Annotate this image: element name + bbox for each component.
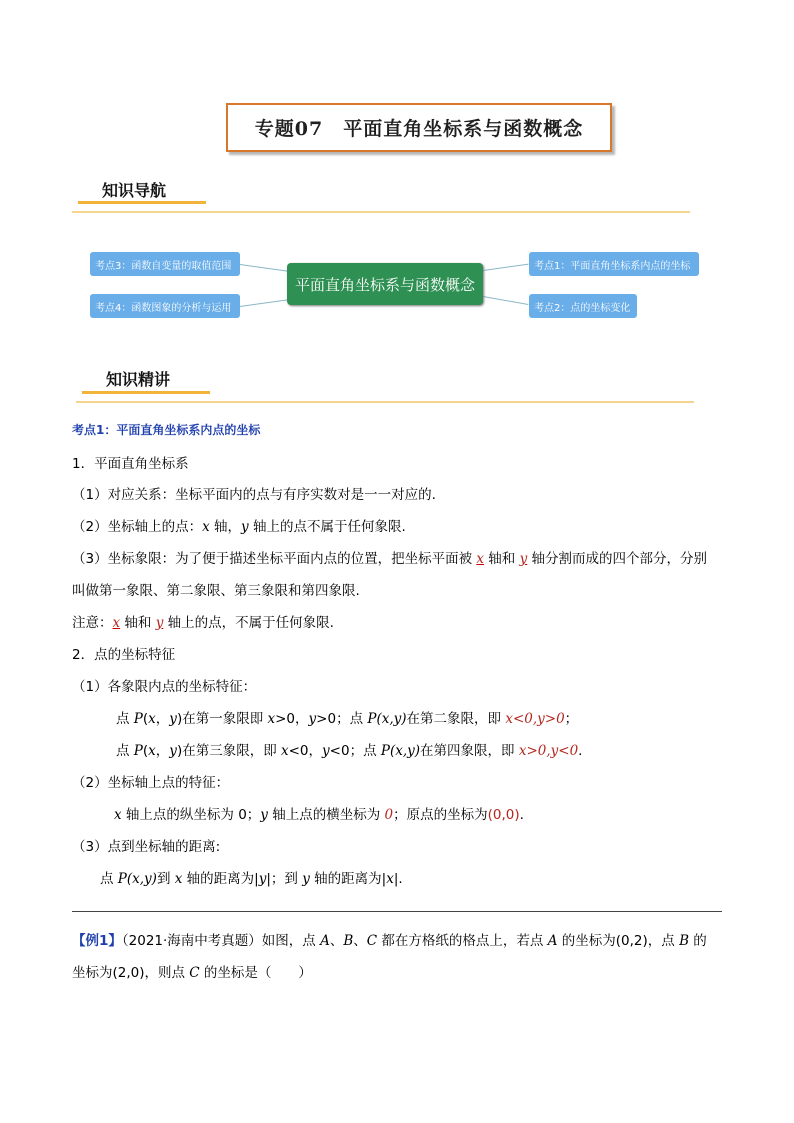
text: 轴和	[484, 551, 520, 567]
var: y	[302, 871, 310, 887]
var: x	[174, 871, 183, 887]
q1: （1）各象限内点的坐标特征：	[72, 679, 257, 695]
var: x	[114, 807, 122, 823]
example-line-2	[72, 961, 312, 981]
example-tag: 【例1】	[72, 933, 122, 949]
text: )在第三象限，即	[176, 743, 281, 759]
q3: （3）点到坐标轴的距离:	[72, 839, 221, 855]
text: （2021·海南中考真题）如图，点	[121, 933, 321, 949]
var: P	[133, 743, 143, 759]
text: 的坐标是（ ）	[199, 965, 312, 981]
var: x	[267, 711, 276, 727]
var: y	[260, 807, 268, 823]
text: ，	[155, 743, 170, 759]
text: 在第二象限，即	[406, 711, 506, 727]
section-title-lecture: 知识精讲	[106, 370, 171, 389]
text: 点	[116, 711, 134, 727]
text: 轴分割而成的四个部分，分别	[527, 551, 708, 567]
text: 轴，	[209, 519, 242, 535]
text: 点	[116, 743, 134, 759]
section-title-nav: 知识导航	[102, 181, 167, 200]
var: C	[189, 965, 200, 981]
text: 都在方格纸的格点上，若点	[377, 933, 548, 949]
kp1-heading: 考点1：平面直角坐标系内点的坐标	[72, 423, 261, 437]
text: 轴上的点，不属于任何象限.	[163, 615, 334, 631]
var: A	[320, 933, 330, 949]
text: 轴和	[120, 615, 156, 631]
text: 到	[156, 871, 175, 887]
var: P(x,y)	[367, 711, 407, 727]
var: y	[169, 743, 177, 759]
divider	[72, 911, 722, 912]
heading-1: 1．平面直角坐标系	[72, 456, 189, 472]
q1b	[116, 739, 582, 759]
q2a	[114, 803, 524, 823]
text: <0，	[288, 743, 323, 759]
var: y	[308, 711, 317, 727]
var: y	[169, 711, 177, 727]
note	[72, 611, 334, 631]
page-title: 专题07 平面直角坐标系与函数概念	[226, 103, 612, 152]
var: x	[202, 519, 210, 535]
value: (0,0)	[487, 807, 520, 823]
text: <0；点	[329, 743, 381, 759]
var: y	[241, 519, 249, 535]
content	[72, 0, 732, 1123]
para-2	[72, 515, 406, 535]
var: B	[679, 933, 689, 949]
text: 轴的距离为|	[309, 871, 387, 887]
var: P(x,y)	[380, 743, 421, 759]
text: (	[142, 711, 149, 727]
var: x	[112, 615, 121, 631]
text: .	[578, 743, 583, 759]
text: （2）坐标轴上的点：	[72, 519, 203, 535]
text: 坐标为(2,0)，则点	[72, 965, 190, 981]
text: ；原点的坐标为	[393, 807, 488, 823]
text: (	[142, 743, 149, 759]
heading-2: 2．点的坐标特征	[72, 647, 176, 663]
text: >0，	[275, 711, 309, 727]
text: 的坐标为(0,2)，点	[557, 933, 680, 949]
var: x>0,y<0	[518, 743, 579, 759]
var: x	[148, 711, 156, 727]
example-line-1	[72, 929, 707, 949]
q1a	[116, 707, 578, 727]
text: 轴上的点不属于任何象限.	[248, 519, 406, 535]
q2: （2）坐标轴上点的特征：	[72, 775, 230, 791]
var: y	[258, 871, 267, 887]
text: 在第四象限，即	[420, 743, 519, 759]
var: y	[322, 743, 330, 759]
var: x	[148, 743, 156, 759]
text: .	[519, 807, 524, 823]
mindmap-node-1: 考点1：平面直角坐标系内点的坐标	[529, 252, 699, 276]
text: >0；点	[316, 711, 368, 727]
var: B	[343, 933, 354, 949]
para-1: （1）对应关系：坐标平面内的点与有序实数对是一一对应的.	[72, 487, 436, 503]
text: 、	[353, 933, 367, 949]
text: ；	[564, 711, 579, 727]
var: y	[519, 551, 528, 567]
text: ，	[155, 711, 170, 727]
var: P	[133, 711, 143, 727]
text: |；到	[266, 871, 303, 887]
text: 点	[100, 871, 118, 887]
text: 、	[329, 933, 344, 949]
mindmap-center: 平面直角坐标系与函数概念	[287, 263, 483, 305]
var: P(x,y)	[117, 871, 157, 887]
text: 的	[688, 933, 707, 949]
text: （3）坐标象限：为了便于描述坐标平面内点的位置，把坐标平面被	[72, 551, 477, 567]
text: 注意：	[72, 615, 113, 631]
mindmap-node-2: 考点2：点的坐标变化	[529, 294, 637, 318]
text: )在第一象限即	[176, 711, 268, 727]
var: A	[547, 933, 558, 949]
text: |.	[393, 871, 403, 887]
var: x	[281, 743, 289, 759]
para-3	[72, 547, 707, 567]
var: x	[476, 551, 485, 567]
para-3b: 叫做第一象限、第二象限、第三象限和第四象限.	[72, 583, 360, 599]
var: x	[386, 871, 394, 887]
mindmap-node-4: 考点4：函数图象的分析与运用	[90, 294, 240, 318]
var: y	[155, 615, 164, 631]
var: x<0,y>0	[505, 711, 565, 727]
var: C	[366, 933, 378, 949]
text: 轴的距离为|	[182, 871, 259, 887]
text: 轴上点的横坐标为	[267, 807, 385, 823]
mindmap-node-3: 考点3：函数自变量的取值范围	[90, 252, 240, 276]
q3a	[100, 867, 403, 887]
text: 轴上点的纵坐标为 0；	[121, 807, 261, 823]
var: 0	[384, 807, 394, 823]
